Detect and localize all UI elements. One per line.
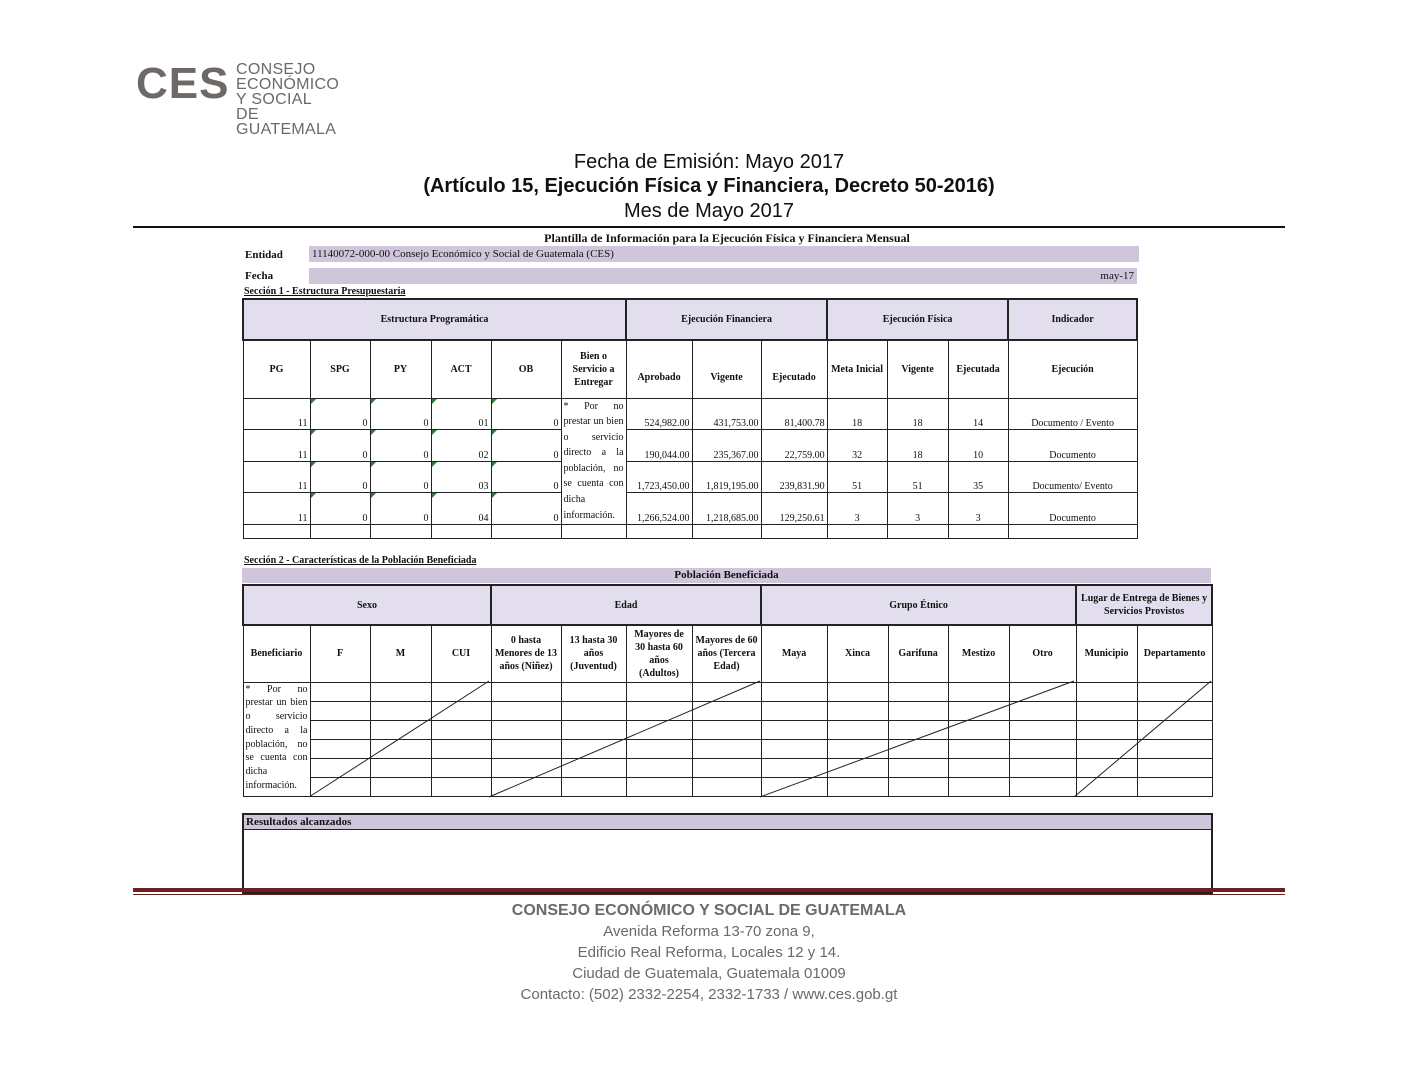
empty-cell — [626, 720, 692, 739]
col-cui: CUI — [431, 625, 491, 682]
empty-cell — [827, 758, 888, 777]
empty-cell — [561, 720, 626, 739]
cell-vigente: 431,753.00 — [692, 398, 761, 430]
col-ejecutada: Ejecutada — [948, 340, 1008, 398]
col-ejecucion: Ejecución — [1008, 340, 1137, 398]
band-ejecucion-financiera: Ejecución Financiera — [626, 299, 827, 340]
col-f: F — [310, 625, 370, 682]
col-maya: Maya — [761, 625, 827, 682]
empty-cell — [310, 701, 370, 720]
empty-cell — [827, 701, 888, 720]
empty-cell — [431, 682, 491, 701]
empty-cell — [491, 777, 561, 796]
section1-title: Sección 1 - Estructura Presupuestaria — [244, 286, 406, 297]
month-title: Mes de Mayo 2017 — [623, 200, 795, 222]
empty-cell — [888, 720, 948, 739]
cell-indicador: Documento / Evento — [1008, 398, 1137, 430]
empty-cell — [1009, 777, 1076, 796]
empty-cell — [761, 682, 827, 701]
empty-cell — [491, 701, 561, 720]
cell-py: 0 — [370, 461, 431, 493]
empty-cell — [431, 720, 491, 739]
band-indicador: Indicador — [1008, 299, 1137, 340]
cell-aprobado: 524,982.00 — [626, 398, 692, 430]
empty-cell — [243, 524, 310, 538]
empty-cell — [310, 524, 370, 538]
cell-ob: 0 — [491, 430, 561, 462]
footer — [133, 900, 1285, 1005]
empty-cell — [1009, 682, 1076, 701]
empty-cell — [626, 758, 692, 777]
cell-meta: 18 — [827, 398, 887, 430]
cell-act: 03 — [431, 461, 491, 493]
empty-cell — [948, 720, 1009, 739]
cell-act: 04 — [431, 493, 491, 525]
col-juventud: 13 hasta 30 años (Juventud) — [561, 625, 626, 682]
empty-cell — [431, 758, 491, 777]
empty-cell — [1137, 739, 1212, 758]
cell-aprobado: 1,266,524.00 — [626, 493, 692, 525]
empty-cell — [827, 739, 888, 758]
empty-cell — [692, 739, 761, 758]
cell-meta: 3 — [827, 493, 887, 525]
col-py: PY — [370, 340, 431, 398]
col-aprobado: Aprobado — [626, 340, 692, 398]
section2-title: Sección 2 - Características de la Población Beneficiada — [244, 555, 477, 566]
empty-cell — [491, 758, 561, 777]
cell-vig-fis: 18 — [887, 398, 948, 430]
empty-cell — [370, 758, 431, 777]
empty-cell — [370, 682, 431, 701]
col-beneficiario: Beneficiario — [243, 625, 310, 682]
empty-cell — [431, 739, 491, 758]
sheet-title: Plantilla de Información para la Ejecución Física y Financiera Mensual — [544, 231, 910, 245]
empty-cell — [370, 720, 431, 739]
empty-cell — [561, 777, 626, 796]
empty-cell — [827, 720, 888, 739]
table-row — [243, 682, 1212, 701]
empty-cell — [692, 682, 761, 701]
table-row — [243, 758, 1212, 777]
fecha-value: may-17 — [309, 268, 1137, 284]
col-vigente-fisica: Vigente — [887, 340, 948, 398]
table-row — [243, 777, 1212, 796]
empty-cell — [1137, 720, 1212, 739]
empty-cell — [1076, 758, 1137, 777]
footer-org: CONSEJO ECONÓMICO Y SOCIAL DE GUATEMALA — [511, 902, 907, 919]
footer-rule-thick — [133, 888, 1285, 892]
empty-cell — [692, 524, 761, 538]
population-table — [242, 584, 1213, 797]
cell-ejecutada: 10 — [948, 430, 1008, 462]
empty-cell — [431, 701, 491, 720]
empty-cell — [310, 720, 370, 739]
empty-cell — [561, 758, 626, 777]
empty-cell — [827, 682, 888, 701]
col-mestizo: Mestizo — [948, 625, 1009, 682]
empty-cell — [626, 739, 692, 758]
empty-cell — [626, 524, 692, 538]
col-vigente: Vigente — [692, 340, 761, 398]
col-municipio: Municipio — [1076, 625, 1137, 682]
col-bien-servicio: Bien o Servicio a Entregar — [561, 340, 626, 398]
empty-cell — [1009, 701, 1076, 720]
article-title: (Artículo 15, Ejecución Física y Financiera, Decreto 50-2016) — [423, 175, 995, 197]
col-pg: PG — [243, 340, 310, 398]
empty-cell — [1076, 739, 1137, 758]
footer-rule-thin — [133, 894, 1285, 895]
table-row — [243, 701, 1212, 720]
col-spg: SPG — [310, 340, 370, 398]
cell-ob: 0 — [491, 493, 561, 525]
empty-cell — [370, 701, 431, 720]
table-row — [243, 398, 1137, 430]
cell-pg: 11 — [243, 493, 310, 525]
empty-cell — [561, 524, 626, 538]
col-ninez: 0 hasta Menores de 13 años (Niñez) — [491, 625, 561, 682]
cell-act: 02 — [431, 430, 491, 462]
table-row — [243, 720, 1212, 739]
cell-pg: 11 — [243, 398, 310, 430]
empty-cell — [1009, 739, 1076, 758]
empty-cell — [1076, 701, 1137, 720]
empty-cell — [827, 777, 888, 796]
cell-ejecutada: 35 — [948, 461, 1008, 493]
empty-cell — [491, 739, 561, 758]
cell-act: 01 — [431, 398, 491, 430]
empty-cell — [431, 524, 491, 538]
empty-cell — [310, 758, 370, 777]
group-lugar-entrega: Lugar de Entrega de Bienes y Servicios Provistos — [1076, 585, 1212, 625]
cell-meta: 32 — [827, 430, 887, 462]
col-ejecutado: Ejecutado — [761, 340, 827, 398]
empty-cell — [761, 739, 827, 758]
empty-cell — [561, 701, 626, 720]
col-meta-inicial: Meta Inicial — [827, 340, 887, 398]
empty-cell — [888, 758, 948, 777]
logo-line-2: ECONÓMICO Y SOCIAL — [236, 76, 340, 108]
heading-divider — [133, 226, 1285, 228]
logo-mark: CES — [136, 59, 230, 108]
cell-py: 0 — [370, 493, 431, 525]
empty-cell — [310, 777, 370, 796]
footer-address-3: Ciudad de Guatemala, Guatemala 01009 — [572, 965, 846, 982]
col-garifuna: Garifuna — [888, 625, 948, 682]
empty-cell — [491, 682, 561, 701]
band-ejecucion-fisica: Ejecución Física — [827, 299, 1008, 340]
document-heading — [133, 150, 1285, 224]
cell-ejecutada: 14 — [948, 398, 1008, 430]
cell-vig-fis: 18 — [887, 430, 948, 462]
cell-vig-fis: 3 — [887, 493, 948, 525]
footer-address-1: Avenida Reforma 13-70 zona 9, — [603, 923, 815, 940]
cell-ejecutado: 81,400.78 — [761, 398, 827, 430]
group-edad: Edad — [491, 585, 761, 625]
col-m: M — [370, 625, 431, 682]
col-ob: OB — [491, 340, 561, 398]
cell-ejecutado: 239,831.90 — [761, 461, 827, 493]
cell-ejecutada: 3 — [948, 493, 1008, 525]
cell-indicador: Documento/ Evento — [1008, 461, 1137, 493]
empty-cell — [1076, 682, 1137, 701]
empty-cell — [1137, 758, 1212, 777]
empty-cell — [370, 777, 431, 796]
empty-cell — [761, 777, 827, 796]
empty-cell — [491, 524, 561, 538]
empty-cell — [948, 682, 1009, 701]
table-row — [243, 461, 1137, 493]
empty-cell — [761, 524, 827, 538]
cell-pg: 11 — [243, 430, 310, 462]
empty-cell — [370, 524, 431, 538]
cell-pg: 11 — [243, 461, 310, 493]
footer-contact: Contacto: (502) 2332-2254, 2332-1733 / www.ces.gob.gt — [520, 986, 898, 1003]
band-estructura: Estructura Programática — [243, 299, 626, 340]
empty-cell — [692, 701, 761, 720]
cell-spg: 0 — [310, 398, 370, 430]
logo-text — [236, 62, 339, 137]
footer-address-2: Edificio Real Reforma, Locales 12 y 14. — [577, 944, 841, 961]
empty-cell — [948, 524, 1008, 538]
empty-cell — [370, 739, 431, 758]
table-row — [243, 739, 1212, 758]
logo-line-3: DE GUATEMALA — [236, 106, 337, 138]
empty-cell — [888, 777, 948, 796]
empty-cell — [626, 777, 692, 796]
col-tercera-edad: Mayores de 60 años (Tercera Edad) — [692, 625, 761, 682]
empty-cell — [948, 739, 1009, 758]
empty-cell — [761, 701, 827, 720]
cell-spg: 0 — [310, 430, 370, 462]
empty-cell — [948, 701, 1009, 720]
empty-cell — [888, 682, 948, 701]
results-title: Resultados alcanzados — [244, 815, 1211, 830]
col-xinca: Xinca — [827, 625, 888, 682]
empty-cell — [948, 777, 1009, 796]
cell-ejecutado: 129,250.61 — [761, 493, 827, 525]
empty-cell — [692, 758, 761, 777]
cell-aprobado: 190,044.00 — [626, 430, 692, 462]
empty-cell — [888, 739, 948, 758]
empty-cell — [626, 682, 692, 701]
empty-cell — [761, 758, 827, 777]
cell-meta: 51 — [827, 461, 887, 493]
group-sexo: Sexo — [243, 585, 491, 625]
cell-spg: 0 — [310, 493, 370, 525]
poblacion-beneficiada-band: Población Beneficiada — [242, 568, 1211, 583]
fecha-label: Fecha — [245, 270, 274, 282]
empty-cell — [561, 682, 626, 701]
empty-cell — [761, 720, 827, 739]
empty-cell — [1137, 777, 1212, 796]
empty-cell — [1076, 777, 1137, 796]
empty-cell — [1008, 524, 1137, 538]
col-departamento: Departamento — [1137, 625, 1212, 682]
empty-cell — [626, 701, 692, 720]
empty-cell — [692, 777, 761, 796]
table-row — [243, 430, 1137, 462]
cell-py: 0 — [370, 398, 431, 430]
empty-cell — [1137, 701, 1212, 720]
cell-ob: 0 — [491, 398, 561, 430]
results-box — [242, 813, 1213, 894]
col-otro: Otro — [1009, 625, 1076, 682]
logo-line-1: CONSEJO — [236, 61, 316, 78]
cell-spg: 0 — [310, 461, 370, 493]
empty-cell — [692, 720, 761, 739]
empty-cell — [310, 682, 370, 701]
cell-ob: 0 — [491, 461, 561, 493]
cell-indicador: Documento — [1008, 493, 1137, 525]
empty-cell — [1009, 720, 1076, 739]
entidad-label: Entidad — [245, 249, 283, 261]
empty-cell — [1076, 720, 1137, 739]
empty-cell — [1009, 758, 1076, 777]
cell-vig-fis: 51 — [887, 461, 948, 493]
empty-cell — [948, 758, 1009, 777]
cell-aprobado: 1,723,450.00 — [626, 461, 692, 493]
entidad-value: 11140072-000-00 Consejo Económico y Social de Guatemala (CES) — [309, 246, 1139, 262]
empty-cell — [491, 720, 561, 739]
budget-structure-table — [242, 298, 1138, 539]
cell-ejecutado: 22,759.00 — [761, 430, 827, 462]
empty-cell — [888, 701, 948, 720]
empty-cell — [561, 739, 626, 758]
cell-indicador: Documento — [1008, 430, 1137, 462]
cell-vigente: 235,367.00 — [692, 430, 761, 462]
emission-date: Fecha de Emisión: Mayo 2017 — [573, 151, 845, 173]
bien-servicio-note: * Por no prestar un bien o servicio directo a la población, no se cuenta con dicha información. — [561, 398, 626, 524]
empty-cell — [1137, 682, 1212, 701]
col-act: ACT — [431, 340, 491, 398]
cell-vigente: 1,819,195.00 — [692, 461, 761, 493]
beneficiario-note: * Por no prestar un bien o servicio directo a la población, no se cuenta con dicha información. — [243, 682, 310, 796]
empty-cell — [887, 524, 948, 538]
col-adultos: Mayores de 30 hasta 60 años (Adultos) — [626, 625, 692, 682]
cell-vigente: 1,218,685.00 — [692, 493, 761, 525]
empty-cell — [310, 739, 370, 758]
table-row — [243, 493, 1137, 525]
empty-cell — [431, 777, 491, 796]
cell-py: 0 — [370, 430, 431, 462]
group-etnico: Grupo Étnico — [761, 585, 1076, 625]
empty-cell — [827, 524, 887, 538]
